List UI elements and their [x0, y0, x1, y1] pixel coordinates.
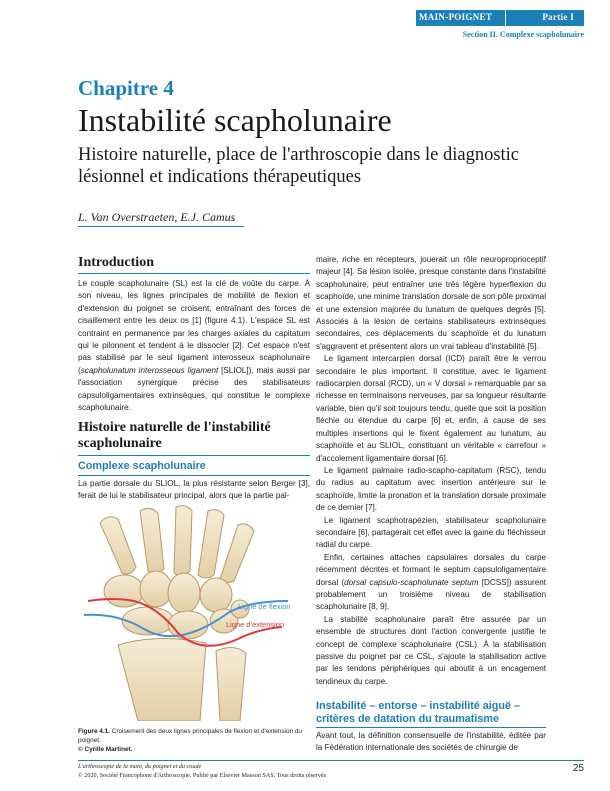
- complexe-paragraph: La partie dorsale du SLIOL, la plus résistante selon Berger [3], ferait de lui le stabilisateur principal, alors que la partie pal-: [78, 479, 310, 501]
- footer-rule: [78, 760, 584, 761]
- running-header-tag: [416, 10, 584, 26]
- instability-heading-rule: [316, 727, 546, 728]
- running-header-part: Partie I: [542, 12, 574, 22]
- chapter-subtitle: Histoire naturelle, place de l'arthroscopie dans le diagnostic lésionnel et indications thérapeutiques: [78, 145, 520, 187]
- header-divider: [505, 10, 506, 26]
- right-paragraph-4: Le ligament scaphotrapézien, stabilisateur scapholunaire secondaire [6], partagerait cet effet avec la gaine du fléchisseur radial du carpe.: [316, 515, 546, 550]
- caption-text: Croisement des deux lignes principales de flexion et d'extension du poignet.: [78, 728, 302, 744]
- caption-label: Figure 4.1.: [78, 728, 110, 735]
- page-number: 25: [572, 763, 584, 774]
- right-paragraph-1: maire, riche en récepteurs, jouerait un rôle neuroproprioceptif majeur [4]. Sa lésion isolée, presque constante dans l'instabilité scapholunaire, peut entraîner une très légère hyperflexion du scaphoïde, une minime translation dorsale de son pôle proximal et une extension majorée du lunatum de quelques degrés [5]. Associés à la lésion de certains stabilisateurs extrinsèques secondaires, ces déplacements du scaphoïde et du lunatum s'aggravent et présentent alors un vrai tableau d'instabilité [5].: [316, 255, 546, 351]
- intro-heading-rule: [78, 273, 310, 274]
- right-paragraph-7: Avant tout, la définition consensuelle de l'instabilité, éditée par la Fédération internationale des sociétés de chirurgie de: [316, 731, 546, 753]
- right-column-text: [316, 254, 546, 688]
- flexion-label: Ligne de flexion: [238, 602, 291, 611]
- instability-heading: Instabilité – entorse – instabilité aiguë – critères de datation du traumatisme: [316, 700, 521, 725]
- complexe-heading-rule: [78, 475, 310, 476]
- complexe-heading: Complexe scapholunaire: [78, 460, 206, 472]
- right-paragraph-6: La stabilité scapholunaire paraît être assurée par un ensemble de structures dont l'action convergente justifie le concept de complexe scapholunaire (CSL). À la stabilisation passive du poignet par ce CSL, s'ajoute la stabilisation active par les tendons périphériques qui aboutit à un encagement tendineux du carpe.: [316, 614, 546, 686]
- forearm-bones: [118, 638, 246, 721]
- footer-book-title: L'arthroscopie de la main, du poignet et du coude: [78, 763, 202, 770]
- right-paragraph-3: Le ligament palmaire radio-scapho-capitatum (RSC), tendu du radius au capitatum avec insertion antérieure sur le scaphoïde, limite la pronation et la translation dorsale proximale de ce dernier [7].: [316, 465, 546, 513]
- footer-copyright: © 2020, Société Francophone d'Arthroscopie. Publié par Elsevier Masson SAS. Tous droits réservés: [78, 772, 327, 779]
- right-paragraph-5: Enfin, certaines attaches capsulaires dorsales du carpe récemment décrites et formant le septum capsuloligamentaire dorsal (dorsal capsulo-scapholunate septum [DCSS]) assurent probablement un troisième niveau de stabilisation scapholunaire [8, 9].: [316, 552, 546, 612]
- caption-credit: © Cyrille Martinet.: [78, 746, 133, 753]
- authors-rule: [78, 226, 244, 227]
- wrist-figure: [78, 505, 314, 721]
- natural-history-rule: [78, 455, 310, 456]
- chapter-number: Chapitre 4: [78, 76, 174, 100]
- chapter-title: Instabilité scapholunaire: [78, 102, 392, 138]
- running-header-section: Section II. Complexe scapholunaire: [462, 30, 584, 39]
- intro-heading: Introduction: [78, 255, 154, 270]
- authors: L. Van Overstraeten, E.J. Camus: [78, 210, 236, 224]
- running-header-label: MAIN-POIGNET: [419, 12, 493, 22]
- intro-paragraph: Le couple scapholunaire (SL) est la clé de voûte du carpe. À son niveau, les lignes principales de mobilité de flexion et d'extension du poignet se croisent, entraînant des forces de cisaillement entre les deux os [1] (figure 4.1). L'espace SL est contraint en permanence par les charges axiales du capitatum qui le pilonnent et tendent à le dissocier [2]. Cet espace n'est pas stabilisé par le seul ligament interosseux scapholunaire (scapholunatum interosseous ligament [SLIOL]), mais aussi par l'association synergique précise des stabilisateurs capsuloligamentaires extrinsèques, qui constitue le complexe scapholunaire.: [78, 279, 310, 413]
- natural-history-heading: Histoire naturelle de l'instabilité scapholunaire: [78, 420, 271, 451]
- metacarpal-bones: [100, 506, 254, 583]
- extension-label: Ligne d'extension: [226, 620, 285, 629]
- right-paragraph-2: Le ligament intercarpien dorsal (ICD) paraît être le verrou secondaire le plus important. Il constitue, avec le ligament radiocarpien dorsal (RCD), un « V dorsal » remarquable par sa richesse en terminaisons nerveuses, par sa longueur résultante variable, bien qu'il soit toujours tendu, quelle que soit la position fléchie ou étendue du carpe [6] et, enfin, à cause de ses multiples insertions qui le fixent également au lunatum, au scaphoïde et au SLIOL, constituant un véritable « carrefour » d'accolement ligamentaire dorsal [6].: [316, 354, 546, 463]
- figure-caption: [78, 727, 310, 754]
